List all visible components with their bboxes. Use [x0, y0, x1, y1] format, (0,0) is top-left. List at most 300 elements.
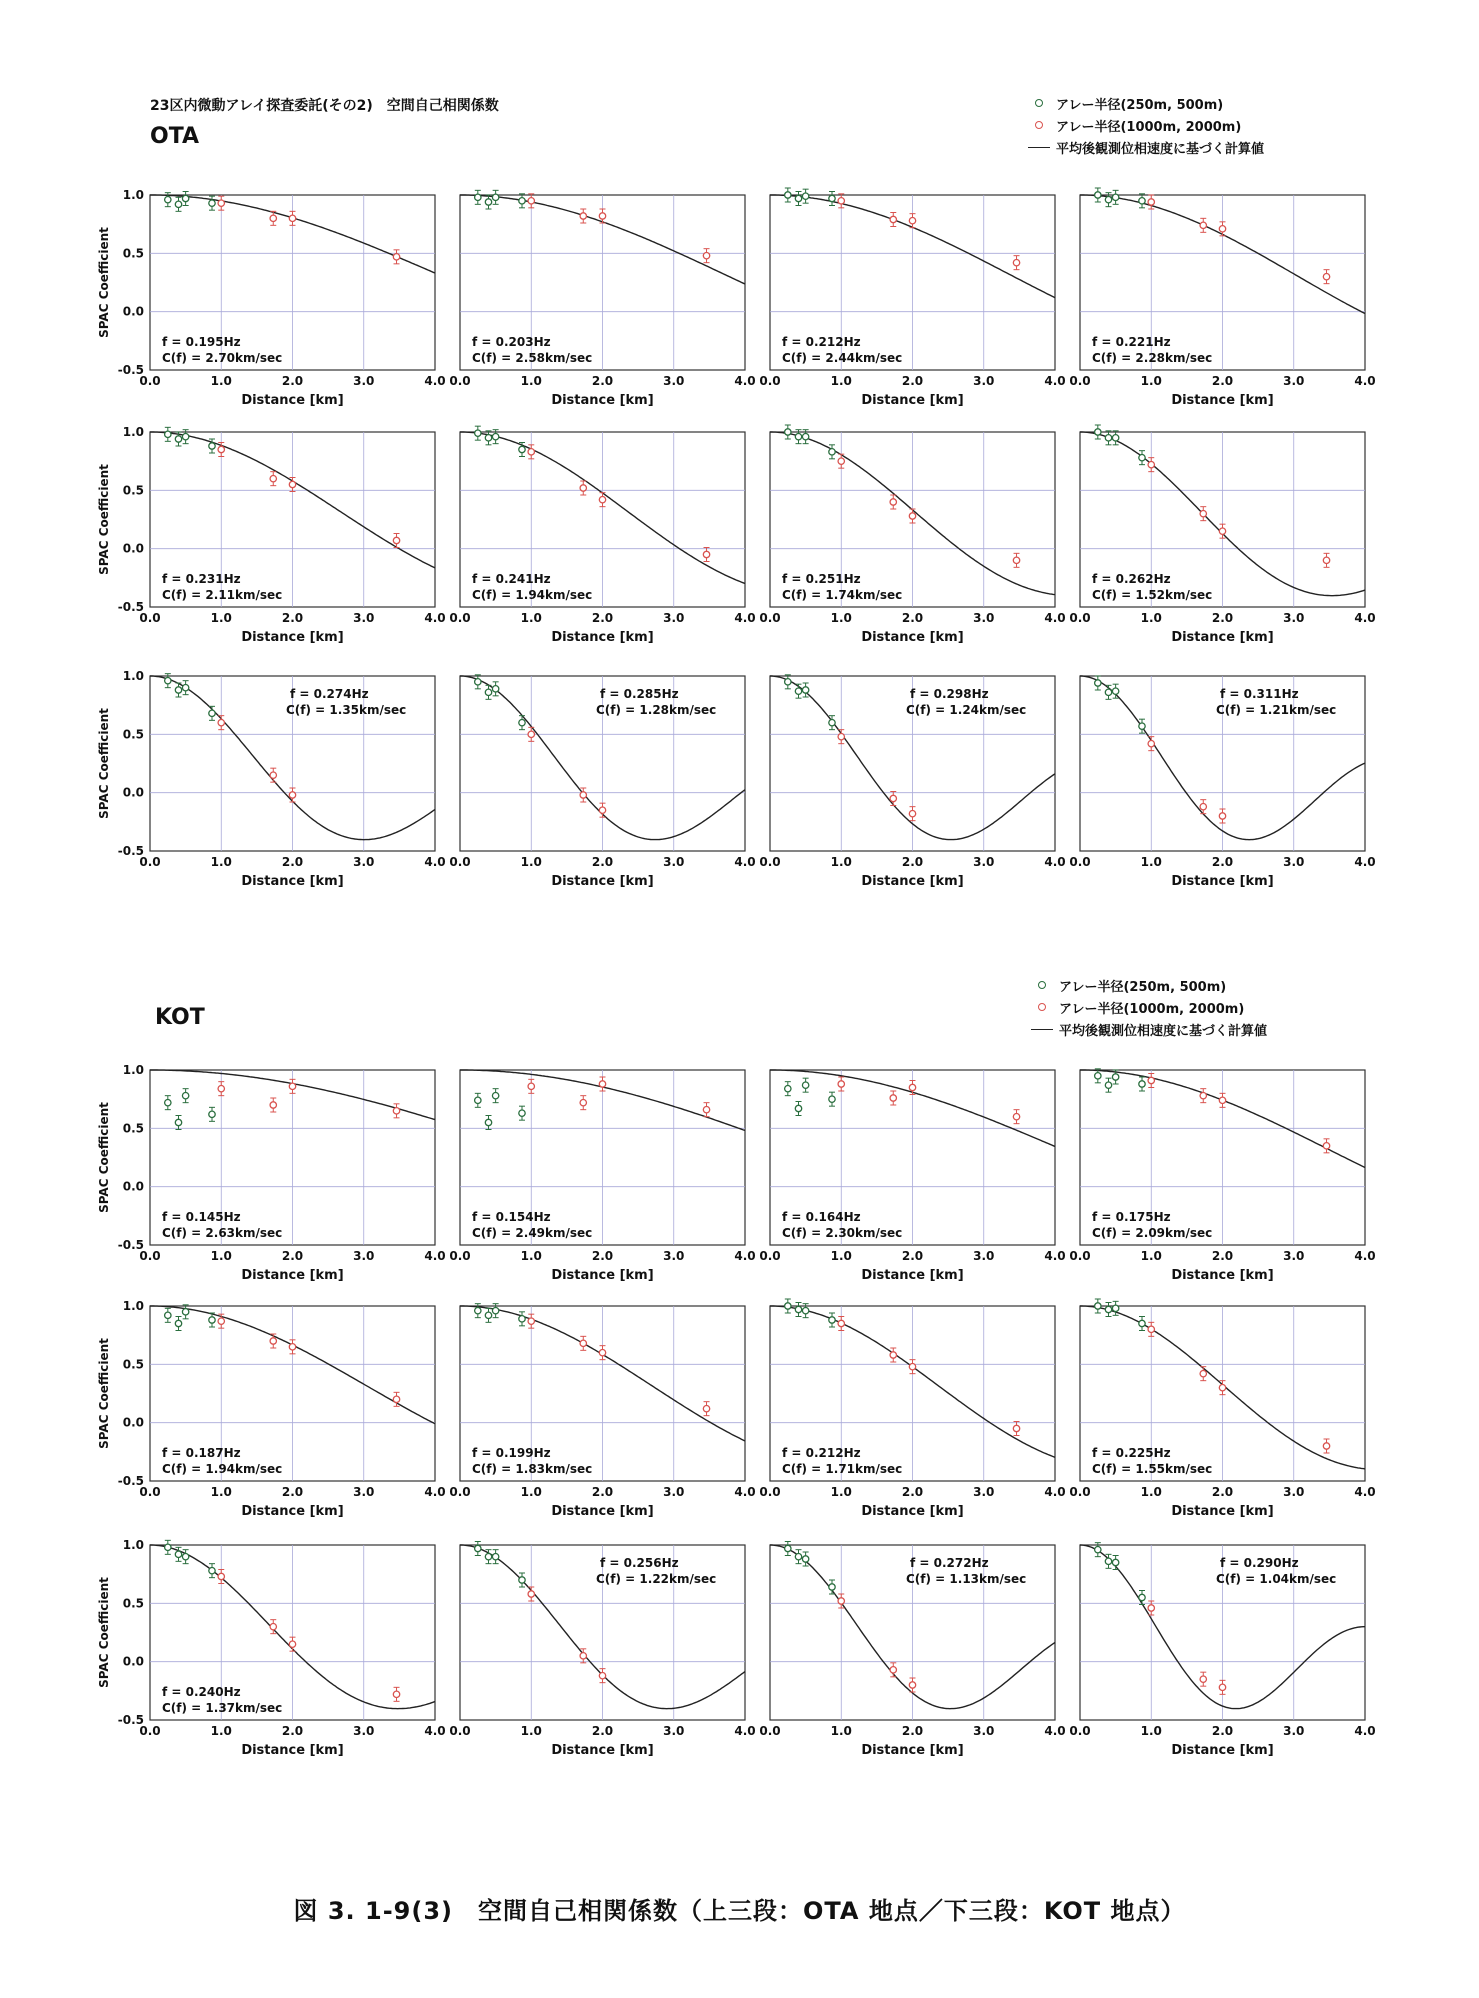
data-point-small-array — [1139, 198, 1145, 204]
y-tick-label: 1.0 — [122, 188, 144, 202]
data-point-small-array — [785, 429, 791, 435]
data-point-small-array — [1105, 196, 1111, 202]
data-point-large-array — [599, 213, 605, 219]
data-point-large-array — [218, 1085, 224, 1091]
data-point-small-array — [1095, 1303, 1101, 1309]
x-tick-label: 0.0 — [1069, 855, 1091, 869]
data-point-large-array — [599, 1349, 605, 1355]
x-tick-label: 0.0 — [139, 855, 161, 869]
x-tick-label: 0.0 — [1069, 611, 1091, 625]
x-axis-label: Distance [km] — [861, 1268, 964, 1283]
data-point-small-array — [182, 1553, 188, 1559]
x-tick-label: 1.0 — [1140, 1485, 1162, 1499]
x-tick-label: 3.0 — [353, 855, 375, 869]
y-axis-label: SPAC Coefficient — [97, 1338, 111, 1449]
spac-chart — [759, 425, 1065, 645]
x-tick-label: 3.0 — [1283, 1249, 1305, 1263]
y-tick-label: 1.0 — [122, 1538, 144, 1552]
data-point-large-array — [1219, 1097, 1225, 1103]
data-point-large-array — [838, 1320, 844, 1326]
data-point-large-array — [1013, 1425, 1019, 1431]
frequency-label: f = 0.164Hz — [782, 1210, 861, 1224]
data-point-large-array — [838, 733, 844, 739]
data-point-large-array — [580, 792, 586, 798]
x-axis-label: Distance [km] — [241, 874, 344, 889]
x-tick-label: 0.0 — [449, 611, 471, 625]
x-tick-label: 0.0 — [759, 1485, 781, 1499]
frequency-label: f = 0.256Hz — [600, 1556, 679, 1570]
data-point-large-array — [580, 485, 586, 491]
x-tick-label: 3.0 — [353, 1249, 375, 1263]
phase-velocity-label: C(f) = 1.71km/sec — [782, 1462, 903, 1476]
data-point-large-array — [1148, 461, 1154, 467]
data-point-small-array — [829, 1584, 835, 1590]
data-point-small-array — [182, 433, 188, 439]
x-tick-label: 2.0 — [281, 1724, 304, 1738]
x-tick-label: 1.0 — [830, 1724, 852, 1738]
phase-velocity-label: C(f) = 1.35km/sec — [286, 703, 407, 717]
spac-chart — [1069, 1069, 1375, 1283]
data-point-small-array — [519, 1316, 525, 1322]
data-point-large-array — [599, 807, 605, 813]
data-point-small-array — [175, 201, 181, 207]
data-point-small-array — [492, 1307, 498, 1313]
data-point-small-array — [165, 1099, 171, 1105]
x-tick-label: 4.0 — [734, 1249, 756, 1263]
x-tick-label: 2.0 — [591, 855, 614, 869]
x-axis-label: Distance [km] — [551, 1743, 654, 1758]
x-axis-label: Distance [km] — [1171, 1743, 1274, 1758]
data-point-small-array — [1105, 689, 1111, 695]
x-axis-label: Distance [km] — [1171, 1268, 1274, 1283]
data-point-small-array — [802, 193, 808, 199]
data-point-large-array — [528, 1318, 534, 1324]
y-tick-label: -0.5 — [117, 1713, 144, 1727]
x-tick-label: 1.0 — [1140, 611, 1162, 625]
phase-velocity-label: C(f) = 2.11km/sec — [162, 588, 283, 602]
data-point-small-array — [165, 431, 171, 437]
data-point-large-array — [218, 1318, 224, 1324]
data-point-large-array — [1013, 1113, 1019, 1119]
data-point-small-array — [475, 1097, 481, 1103]
frequency-label: f = 0.221Hz — [1092, 335, 1171, 349]
data-point-small-array — [492, 194, 498, 200]
y-tick-label: 0.5 — [122, 1596, 144, 1611]
data-point-small-array — [1105, 1082, 1111, 1088]
x-tick-label: 1.0 — [210, 855, 232, 869]
x-tick-label: 1.0 — [520, 1485, 542, 1499]
x-tick-label: 3.0 — [973, 611, 995, 625]
data-point-small-array — [475, 1545, 481, 1551]
data-point-small-array — [485, 1119, 491, 1125]
data-point-large-array — [580, 1653, 586, 1659]
data-point-small-array — [1139, 454, 1145, 460]
x-tick-label: 0.0 — [139, 1249, 161, 1263]
y-tick-label: 1.0 — [122, 669, 144, 683]
data-point-large-array — [909, 513, 915, 519]
y-tick-label: 0.0 — [122, 785, 144, 800]
y-axis-label: SPAC Coefficient — [97, 1102, 111, 1213]
data-point-large-array — [580, 1340, 586, 1346]
data-point-small-array — [1095, 680, 1101, 686]
y-tick-label: 0.0 — [122, 1654, 144, 1669]
frequency-label: f = 0.195Hz — [162, 335, 241, 349]
y-tick-label: -0.5 — [117, 844, 144, 858]
spac-chart — [449, 426, 755, 645]
spac-chart — [1069, 1299, 1375, 1519]
spac-chart — [97, 188, 446, 408]
data-point-small-array — [829, 1096, 835, 1102]
x-tick-label: 2.0 — [281, 611, 304, 625]
x-tick-label: 1.0 — [1140, 855, 1162, 869]
x-tick-label: 2.0 — [1211, 374, 1234, 388]
data-point-small-array — [182, 1309, 188, 1315]
data-point-small-array — [1095, 1073, 1101, 1079]
data-point-small-array — [182, 1092, 188, 1098]
data-point-small-array — [785, 1303, 791, 1309]
x-tick-label: 3.0 — [353, 1724, 375, 1738]
x-tick-label: 4.0 — [424, 1249, 446, 1263]
data-point-large-array — [528, 731, 534, 737]
data-point-small-array — [785, 1085, 791, 1091]
x-tick-label: 2.0 — [591, 374, 614, 388]
data-point-small-array — [165, 196, 171, 202]
x-axis-label: Distance [km] — [241, 630, 344, 645]
x-tick-label: 1.0 — [1140, 1724, 1162, 1738]
data-point-small-array — [519, 1577, 525, 1583]
data-point-small-array — [209, 1317, 215, 1323]
data-point-small-array — [475, 1307, 481, 1313]
x-axis-label: Distance [km] — [241, 1743, 344, 1758]
phase-velocity-label: C(f) = 1.52km/sec — [1092, 588, 1213, 602]
x-tick-label: 1.0 — [210, 611, 232, 625]
frequency-label: f = 0.212Hz — [782, 335, 861, 349]
x-tick-label: 1.0 — [830, 1249, 852, 1263]
data-point-small-array — [1112, 435, 1118, 441]
report-subtitle: 23区内微動アレイ探査委託(その2) 空間自己相関係数 — [150, 98, 499, 114]
data-point-large-array — [890, 216, 896, 222]
x-tick-label: 0.0 — [139, 611, 161, 625]
data-point-large-array — [289, 215, 295, 221]
phase-velocity-label: C(f) = 2.49km/sec — [472, 1226, 593, 1240]
spac-chart — [449, 1070, 755, 1283]
data-point-large-array — [393, 254, 399, 260]
data-point-small-array — [209, 710, 215, 716]
x-tick-label: 4.0 — [1044, 1485, 1066, 1499]
data-point-small-array — [519, 1110, 525, 1116]
frequency-label: f = 0.274Hz — [290, 687, 369, 701]
data-point-small-array — [1139, 1594, 1145, 1600]
data-point-large-array — [1013, 259, 1019, 265]
data-point-large-array — [703, 1106, 709, 1112]
phase-velocity-label: C(f) = 2.63km/sec — [162, 1226, 283, 1240]
x-axis-label: Distance [km] — [861, 874, 964, 889]
phase-velocity-label: C(f) = 1.74km/sec — [782, 588, 903, 602]
frequency-label: f = 0.199Hz — [472, 1446, 551, 1460]
data-point-small-array — [1139, 723, 1145, 729]
data-point-large-array — [1148, 1077, 1154, 1083]
data-point-small-array — [785, 679, 791, 685]
y-tick-label: 0.0 — [122, 1179, 144, 1194]
data-point-small-array — [795, 195, 801, 201]
x-axis-label: Distance [km] — [551, 630, 654, 645]
y-tick-label: 1.0 — [122, 1299, 144, 1313]
x-tick-label: 3.0 — [663, 855, 685, 869]
y-axis-label: SPAC Coefficient — [97, 708, 111, 819]
data-point-small-array — [1112, 688, 1118, 694]
x-tick-label: 0.0 — [449, 1724, 471, 1738]
x-tick-label: 1.0 — [830, 611, 852, 625]
data-point-large-array — [270, 1102, 276, 1108]
x-tick-label: 4.0 — [424, 855, 446, 869]
x-tick-label: 4.0 — [1354, 1249, 1376, 1263]
site-label-ota: OTA — [150, 124, 200, 149]
x-tick-label: 3.0 — [663, 374, 685, 388]
data-point-large-array — [909, 1363, 915, 1369]
data-point-small-array — [492, 1092, 498, 1098]
data-point-large-array — [393, 537, 399, 543]
x-tick-label: 3.0 — [663, 1724, 685, 1738]
x-tick-label: 0.0 — [759, 374, 781, 388]
data-point-small-array — [175, 687, 181, 693]
x-tick-label: 1.0 — [210, 1485, 232, 1499]
spac-chart — [759, 188, 1065, 408]
data-point-small-array — [802, 1082, 808, 1088]
frequency-label: f = 0.298Hz — [910, 687, 989, 701]
x-tick-label: 0.0 — [759, 611, 781, 625]
data-point-small-array — [829, 449, 835, 455]
data-point-small-array — [492, 1553, 498, 1559]
x-tick-label: 4.0 — [1354, 374, 1376, 388]
phase-velocity-label: C(f) = 1.24km/sec — [906, 703, 1027, 717]
data-point-small-array — [519, 446, 525, 452]
data-point-large-array — [599, 496, 605, 502]
data-point-large-array — [1219, 1384, 1225, 1390]
data-point-small-array — [165, 1544, 171, 1550]
spac-chart — [759, 675, 1065, 889]
data-point-large-array — [838, 1598, 844, 1604]
legend-label-curve: 平均後観測位相速度に基づく計算値 — [1056, 141, 1265, 157]
frequency-label: f = 0.262Hz — [1092, 572, 1171, 586]
x-tick-label: 3.0 — [1283, 374, 1305, 388]
frequency-label: f = 0.272Hz — [910, 1556, 989, 1570]
x-tick-label: 2.0 — [281, 855, 304, 869]
data-point-large-array — [838, 458, 844, 464]
data-point-small-array — [785, 1545, 791, 1551]
frequency-label: f = 0.231Hz — [162, 572, 241, 586]
data-point-large-array — [270, 1338, 276, 1344]
data-point-large-array — [270, 215, 276, 221]
data-point-small-array — [1095, 192, 1101, 198]
x-tick-label: 3.0 — [973, 374, 995, 388]
x-tick-label: 4.0 — [734, 611, 756, 625]
spac-chart — [97, 425, 446, 645]
x-tick-label: 4.0 — [1354, 855, 1376, 869]
phase-velocity-label: C(f) = 1.22km/sec — [596, 1572, 717, 1586]
figure-caption: 図 3. 1-9(3) 空間自己相関係数（上三段：OTA 地点／下三段：KOT 地点） — [293, 1897, 1186, 1925]
frequency-label: f = 0.225Hz — [1092, 1446, 1171, 1460]
data-point-small-array — [795, 1553, 801, 1559]
data-point-large-array — [1200, 1092, 1206, 1098]
x-tick-label: 1.0 — [520, 1249, 542, 1263]
data-point-small-array — [802, 687, 808, 693]
phase-velocity-label: C(f) = 2.58km/sec — [472, 351, 593, 365]
y-tick-label: 0.0 — [122, 304, 144, 319]
legend-label-small-array: アレー半径(250m, 500m) — [1056, 97, 1224, 113]
data-point-large-array — [1148, 199, 1154, 205]
x-tick-label: 0.0 — [1069, 374, 1091, 388]
x-axis-label: Distance [km] — [861, 393, 964, 408]
spac-chart — [1069, 676, 1375, 889]
data-point-large-array — [599, 1672, 605, 1678]
x-tick-label: 4.0 — [424, 1485, 446, 1499]
x-tick-label: 2.0 — [901, 1249, 924, 1263]
spac-chart — [1069, 188, 1375, 408]
frequency-label: f = 0.175Hz — [1092, 1210, 1171, 1224]
data-point-large-array — [289, 792, 295, 798]
x-tick-label: 2.0 — [1211, 855, 1234, 869]
x-tick-label: 4.0 — [1354, 1485, 1376, 1499]
x-tick-label: 1.0 — [520, 855, 542, 869]
x-tick-label: 2.0 — [591, 1724, 614, 1738]
x-tick-label: 1.0 — [520, 374, 542, 388]
data-point-small-array — [209, 200, 215, 206]
x-axis-label: Distance [km] — [1171, 393, 1274, 408]
x-tick-label: 4.0 — [1354, 611, 1376, 625]
x-tick-label: 3.0 — [353, 374, 375, 388]
y-tick-label: 0.5 — [122, 483, 144, 498]
phase-velocity-label: C(f) = 1.94km/sec — [162, 1462, 283, 1476]
data-point-large-array — [289, 1641, 295, 1647]
x-tick-label: 2.0 — [591, 1485, 614, 1499]
x-tick-label: 0.0 — [139, 374, 161, 388]
data-point-large-array — [703, 252, 709, 258]
x-tick-label: 0.0 — [759, 1249, 781, 1263]
phase-velocity-label: C(f) = 1.13km/sec — [906, 1572, 1027, 1586]
spac-chart — [97, 1538, 446, 1758]
x-axis-label: Distance [km] — [241, 1268, 344, 1283]
data-point-large-array — [393, 1396, 399, 1402]
x-tick-label: 0.0 — [139, 1724, 161, 1738]
data-point-small-array — [829, 1317, 835, 1323]
x-axis-label: Distance [km] — [1171, 874, 1274, 889]
phase-velocity-label: C(f) = 1.94km/sec — [472, 588, 593, 602]
y-tick-label: 0.5 — [122, 246, 144, 261]
frequency-label: f = 0.251Hz — [782, 572, 861, 586]
x-tick-label: 1.0 — [210, 1249, 232, 1263]
data-point-large-array — [1200, 222, 1206, 228]
x-tick-label: 3.0 — [973, 855, 995, 869]
data-point-small-array — [795, 1306, 801, 1312]
spac-chart — [759, 1070, 1065, 1283]
x-tick-label: 4.0 — [1044, 1249, 1066, 1263]
data-point-small-array — [1095, 429, 1101, 435]
spac-chart — [1069, 425, 1375, 645]
phase-velocity-label: C(f) = 2.28km/sec — [1092, 351, 1213, 365]
data-point-small-array — [209, 1567, 215, 1573]
x-tick-label: 1.0 — [830, 1485, 852, 1499]
x-tick-label: 0.0 — [1069, 1724, 1091, 1738]
x-tick-label: 0.0 — [139, 1485, 161, 1499]
data-point-small-array — [1139, 1320, 1145, 1326]
data-point-large-array — [1200, 1676, 1206, 1682]
data-point-small-array — [785, 192, 791, 198]
data-point-small-array — [492, 433, 498, 439]
data-point-large-array — [393, 1691, 399, 1697]
x-tick-label: 4.0 — [734, 855, 756, 869]
frequency-label: f = 0.203Hz — [472, 335, 551, 349]
data-point-large-array — [890, 1352, 896, 1358]
data-point-large-array — [599, 1081, 605, 1087]
x-tick-label: 0.0 — [1069, 1249, 1091, 1263]
y-axis-label: SPAC Coefficient — [97, 1577, 111, 1688]
data-point-small-array — [175, 1551, 181, 1557]
x-tick-label: 0.0 — [449, 855, 471, 869]
spac-chart — [97, 669, 446, 889]
data-point-small-array — [1112, 1559, 1118, 1565]
spac-chart — [1069, 1543, 1375, 1758]
x-tick-label: 3.0 — [663, 1485, 685, 1499]
phase-velocity-label: C(f) = 2.09km/sec — [1092, 1226, 1213, 1240]
data-point-small-array — [165, 677, 171, 683]
data-point-large-array — [1148, 740, 1154, 746]
data-point-small-array — [475, 194, 481, 200]
legend-label-large-array: アレー半径(1000m, 2000m) — [1056, 119, 1242, 135]
data-point-small-array — [175, 1119, 181, 1125]
data-point-large-array — [393, 1108, 399, 1114]
x-tick-label: 3.0 — [663, 1249, 685, 1263]
data-point-large-array — [1013, 557, 1019, 563]
x-tick-label: 3.0 — [973, 1724, 995, 1738]
data-point-small-array — [175, 1320, 181, 1326]
data-point-small-array — [795, 688, 801, 694]
data-point-large-array — [528, 198, 534, 204]
data-point-large-array — [890, 1095, 896, 1101]
data-point-small-array — [1105, 1306, 1111, 1312]
y-tick-label: -0.5 — [117, 1474, 144, 1488]
frequency-label: f = 0.290Hz — [1220, 1556, 1299, 1570]
data-point-large-array — [1219, 813, 1225, 819]
data-point-large-array — [1323, 1443, 1329, 1449]
x-tick-label: 0.0 — [1069, 1485, 1091, 1499]
x-tick-label: 2.0 — [591, 1249, 614, 1263]
data-point-large-array — [838, 198, 844, 204]
phase-velocity-label: C(f) = 2.44km/sec — [782, 351, 903, 365]
x-tick-label: 2.0 — [1211, 1249, 1234, 1263]
frequency-label: f = 0.311Hz — [1220, 687, 1299, 701]
x-tick-label: 3.0 — [353, 611, 375, 625]
x-axis-label: Distance [km] — [861, 1743, 964, 1758]
spac-chart — [759, 1299, 1065, 1519]
data-point-large-array — [1323, 273, 1329, 279]
x-tick-label: 0.0 — [449, 1485, 471, 1499]
x-tick-label: 1.0 — [210, 1724, 232, 1738]
x-tick-label: 2.0 — [1211, 611, 1234, 625]
data-point-large-array — [1219, 1684, 1225, 1690]
phase-velocity-label: C(f) = 1.83km/sec — [472, 1462, 593, 1476]
data-point-large-array — [703, 551, 709, 557]
data-point-large-array — [838, 1081, 844, 1087]
data-point-small-array — [1105, 1558, 1111, 1564]
x-tick-label: 4.0 — [734, 374, 756, 388]
y-tick-label: 0.5 — [122, 1357, 144, 1372]
x-axis-label: Distance [km] — [1171, 630, 1274, 645]
y-axis-label: SPAC Coefficient — [97, 227, 111, 338]
data-point-large-array — [580, 1099, 586, 1105]
x-tick-label: 2.0 — [901, 611, 924, 625]
data-point-small-array — [1105, 435, 1111, 441]
x-axis-label: Distance [km] — [861, 630, 964, 645]
